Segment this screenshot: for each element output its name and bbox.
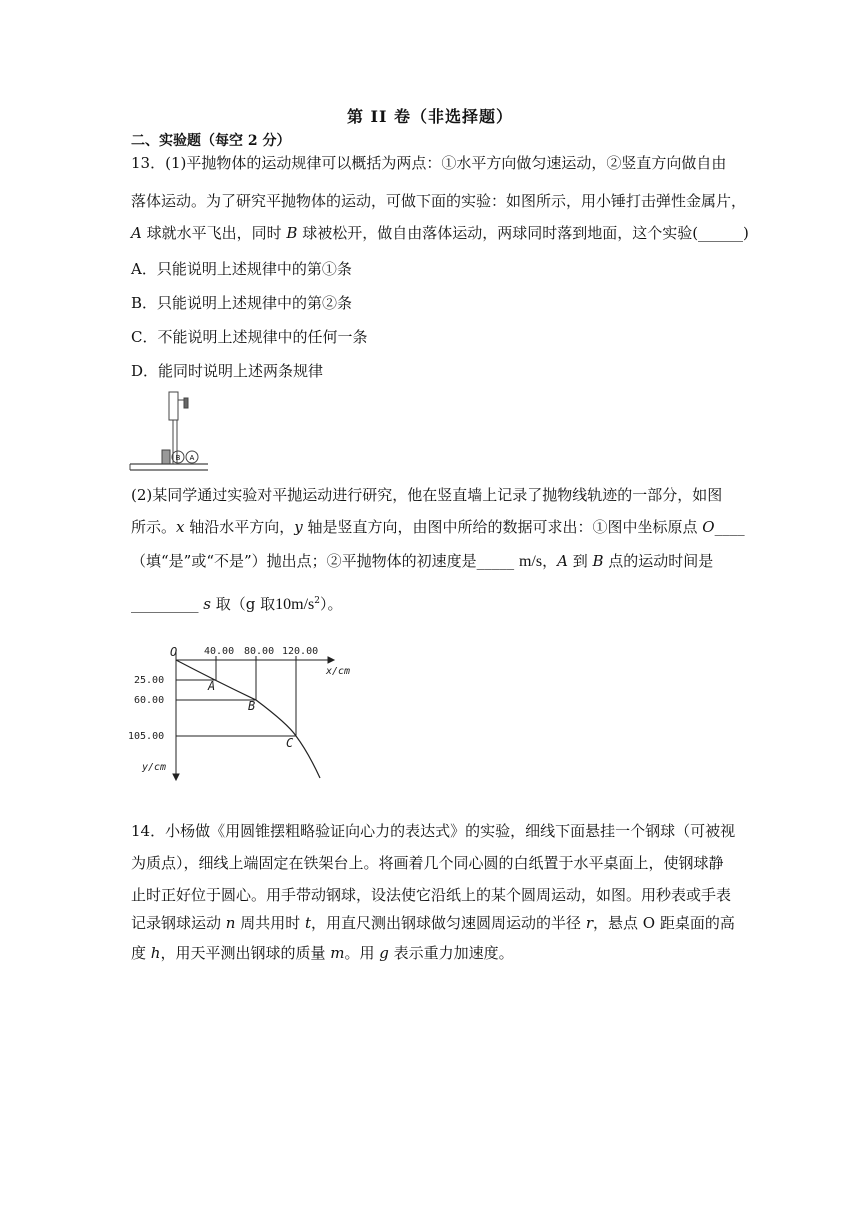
section-heading: 二、实验题（每空 2 分） — [131, 133, 291, 149]
text: ， — [542, 552, 558, 570]
x-ref: x — [176, 518, 185, 536]
x-tick: 80.00 — [244, 646, 275, 657]
point-b-ref: B — [592, 552, 604, 570]
y-tick: 25.00 — [134, 675, 165, 686]
var-o: O — [642, 914, 656, 932]
unit: m/s — [518, 553, 543, 570]
q13-line-2: 落体运动。为了研究平抛物体的运动，可做下面的实验：如图所示，用小锤打击弹性金属片， — [131, 192, 747, 210]
q13-line-1: 13．(1)平抛物体的运动规律可以概括为两点：①水平方向做匀速运动，②竖直方向做自由 — [131, 154, 727, 172]
q13-part2-line-2 — [131, 516, 745, 538]
origin-ref: O — [702, 518, 715, 536]
unit-s: s — [203, 595, 211, 613]
exponent: 2 — [314, 596, 320, 606]
q14-line-2: 为质点），细线上端固定在铁架台上。将画着几个同心圆的白纸置于水平桌面上，使钢球静 — [131, 854, 724, 872]
text: ）。 — [319, 595, 343, 613]
origin-label: O — [170, 645, 178, 659]
ball-a-ref: A — [131, 224, 142, 242]
text: 周共用时 — [235, 914, 305, 932]
blank: _________ — [131, 595, 204, 613]
ball-b-ref: B — [286, 224, 298, 242]
text: （填“是”或“不是”）抛出点；②平抛物体的初速度是_____ — [131, 552, 519, 570]
var-m: m — [330, 944, 345, 962]
var-n: n — [225, 914, 236, 932]
option-b: B．只能说明上述规律中的第②条 — [131, 294, 353, 312]
point-a-ref: A — [557, 552, 568, 570]
var-h: h — [150, 944, 161, 962]
q14-line-1: 14．小杨做《用圆锥摆粗略验证向心力的表达式》的实验，细线下面悬挂一个钢球（可被视 — [131, 822, 736, 840]
hammer-holder — [169, 392, 178, 420]
option-a: A．只能说明上述规律中的第①条 — [131, 260, 352, 278]
apparatus-figure — [128, 390, 210, 474]
x-tick: 40.00 — [204, 646, 235, 657]
text: 取（g 取 — [210, 595, 276, 613]
blank: ____ — [714, 518, 745, 536]
ball-b-label: B — [175, 455, 181, 462]
point-a-label: A — [208, 679, 216, 693]
text: 记录钢球运动 — [131, 914, 226, 932]
text: 球就水平飞出，同时 — [141, 224, 287, 242]
page-title: 第 II 卷（非选择题） — [346, 107, 514, 126]
text: 距桌面的高 — [655, 914, 735, 932]
y-tick: 60.00 — [134, 695, 165, 706]
y-ref: y — [294, 518, 303, 536]
trajectory-figure — [128, 640, 368, 784]
text: 轴是竖直方向，由图中所给的数据可求出：①图中坐标原点 — [302, 518, 703, 536]
text: 点的运动时间是 — [603, 552, 714, 570]
text: ，用直尺测出钢球做匀速圆周运动的半径 — [311, 914, 586, 932]
text: 轴沿水平方向， — [184, 518, 295, 536]
x-axis-label: x/cm — [326, 666, 351, 677]
text: ，悬点 — [592, 914, 643, 932]
point-b-label: B — [248, 699, 256, 713]
var-g: g — [379, 944, 389, 962]
option-d: D．能同时说明上述两条规律 — [131, 362, 324, 380]
text: 到 — [567, 552, 593, 570]
var-r: r — [585, 914, 593, 932]
option-c: C．不能说明上述规律中的任何一条 — [131, 328, 368, 346]
q13-part2-line-1: (2)某同学通过实验对平抛运动进行研究，他在竖直墙上记录了抛物线轨迹的一部分，如图 — [131, 486, 723, 504]
var-t: t — [305, 914, 312, 932]
y-axis-label: y/cm — [142, 762, 167, 773]
g-value: 10m/s — [275, 596, 315, 613]
y-tick: 105.00 — [128, 731, 165, 742]
text: 表示重力加速度。 — [388, 944, 514, 962]
q13-part2-line-4 — [131, 590, 731, 616]
point-c-label: C — [286, 736, 294, 750]
ball-a-label: A — [189, 455, 195, 462]
q14-line-3: 止时正好位于圆心。用手带动钢球，设法使它沿纸上的某个圆周运动，如图。用秒表或手表 — [131, 886, 732, 904]
text: 球被松开，做自由落体运动，两球同时落到地面，这个实验(______) — [297, 224, 749, 242]
text: 。用 — [344, 944, 380, 962]
text: 所示。 — [131, 518, 177, 536]
q13-line-3 — [131, 222, 749, 244]
q14-line-4 — [131, 912, 735, 934]
trajectory-curve — [176, 660, 320, 778]
x-tick: 120.00 — [282, 646, 319, 657]
q13-part2-line-3 — [131, 550, 731, 573]
q14-line-5 — [131, 942, 731, 964]
text: 度 — [131, 944, 151, 962]
text: ，用天平测出钢球的质量 — [160, 944, 331, 962]
